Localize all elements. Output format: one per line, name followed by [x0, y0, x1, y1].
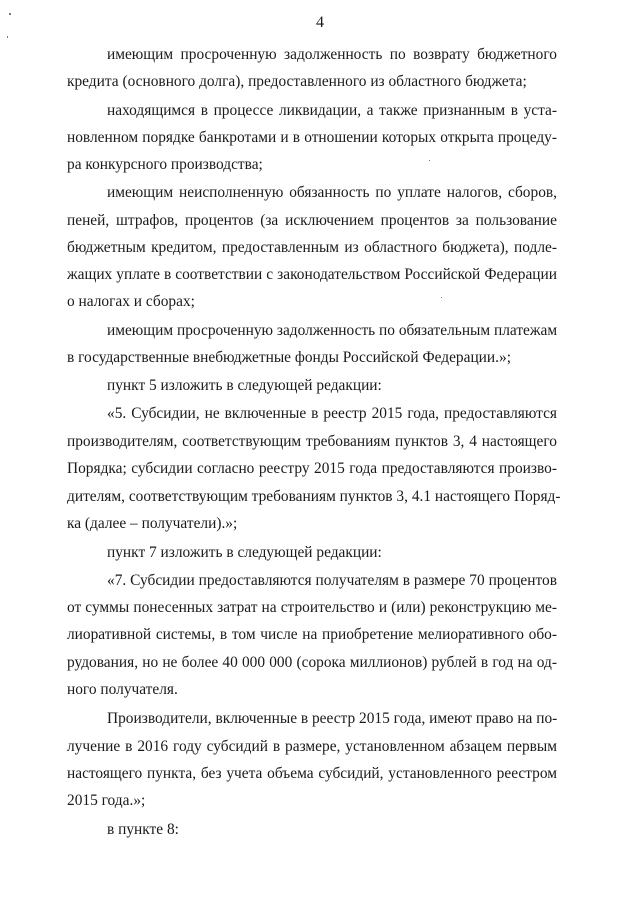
text-line: Производители, включенные в реестр 2015 года, имеют право на по- — [107, 710, 558, 727]
text-line: в государственные внебюджетные фонды Российской Федерации.»; — [67, 349, 511, 366]
scan-speck — [7, 36, 8, 38]
text-line: имеющим просроченную задолженность по возврату бюджетного — [107, 46, 557, 63]
text-line: рудования, но не более 40 000 000 (сорока миллионов) рублей в год на од- — [67, 654, 557, 671]
text-line: «7. Субсидии предоставляются получателям в размере 70 процентов — [107, 572, 557, 589]
text-line: производителям, соответствующим требованиям пунктов 3, 4 настоящего — [67, 433, 557, 450]
text-line: имеющим неисполненную обязанность по уплате налогов, сборов, — [107, 184, 557, 201]
text-line: Порядка; субсидии согласно реестру 2015 года предоставляются произво- — [67, 460, 557, 477]
text-line: «5. Субсидии, не включенные в реестр 2015 года, предоставляются — [107, 405, 557, 422]
text-line: кредита (основного долга), предоставленного из областного бюджета; — [67, 73, 527, 90]
scan-speck — [441, 297, 442, 298]
text-line: в пункте 8: — [107, 821, 179, 838]
text-line: лучение в 2016 году субсидий в размере, установленном абзацем первым — [67, 738, 557, 755]
text-line: жащих уплате в соответствии с законодательством Российской Федерации — [67, 266, 557, 283]
scan-speck — [429, 160, 430, 161]
text-line: ного получателя. — [67, 681, 178, 698]
page-number: 4 — [316, 14, 324, 31]
scan-speck — [9, 13, 11, 15]
text-line: находящимся в процессе ликвидации, а также признанным в уста- — [107, 102, 557, 119]
text-line: пеней, штрафов, процентов (за исключением процентов за пользование — [67, 212, 557, 229]
text-line: новленном порядке банкротами и в отношении которых открыта процеду- — [67, 129, 557, 146]
text-line: бюджетным кредитом, предоставленным из областного бюджета), подле- — [67, 239, 557, 256]
text-line: о налогах и сборах; — [67, 293, 195, 310]
text-line: лиоративной системы, в том числе на приобретение мелиоративного обо- — [67, 626, 557, 643]
text-line: пункт 7 изложить в следующей редакции: — [107, 544, 382, 561]
text-line: 2015 года.»; — [67, 792, 146, 809]
text-line: от суммы понесенных затрат на строительство и (или) реконструкцию ме- — [67, 599, 557, 616]
text-line: дителям, соответствующим требованиям пунктов 3, 4.1 настоящего Поряд- — [67, 488, 561, 505]
text-line: ка (далее – получатели).»; — [67, 515, 238, 532]
text-line: настоящего пункта, без учета объема субсидий, установленного реестром — [67, 765, 557, 782]
text-line: ра конкурсного производства; — [67, 156, 263, 173]
text-line: пункт 5 изложить в следующей редакции: — [107, 377, 382, 394]
text-line: имеющим просроченную задолженность по обязательным платежам — [107, 322, 558, 339]
